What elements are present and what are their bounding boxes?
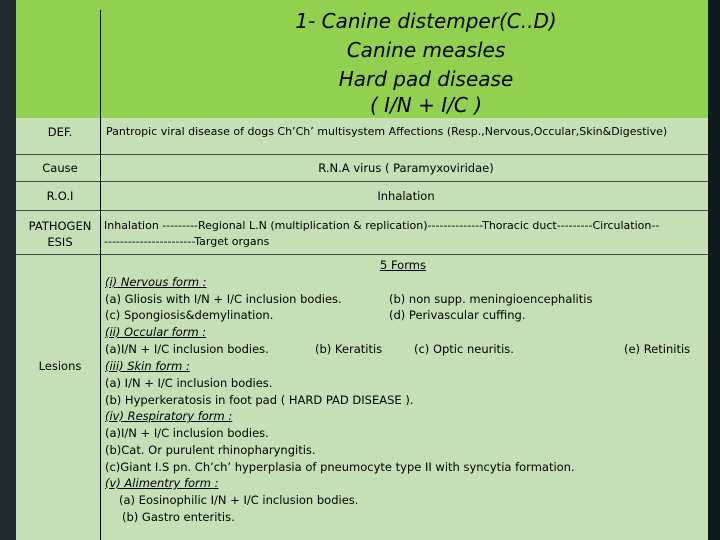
lesions-heading: 5 Forms xyxy=(380,258,426,272)
roi-label: R.O.I xyxy=(46,189,74,203)
skin-form-b: (b) Hyperkeratosis in foot pad ( HARD PAD DISEASE ). xyxy=(105,393,414,407)
alimentry-form-title: (v) Alimentry form : xyxy=(105,476,219,490)
nervous-form-d: (d) Perivascular cuffing. xyxy=(389,308,526,322)
respiratory-form-title: (iv) Respiratory form : xyxy=(105,409,233,423)
def-text: Pantropic viral disease of dogs Ch’Ch’ multisystem Affections (Resp.,Nervous,Occular,Skin&Digestive) xyxy=(106,125,668,138)
title-line-3: Hard pad disease xyxy=(338,67,514,91)
roi-text: Inhalation xyxy=(377,189,435,203)
pathogenesis-label-1: PATHOGEN xyxy=(28,219,92,233)
title-band xyxy=(16,0,708,118)
right-background-strip xyxy=(708,0,720,540)
respiratory-form-a: (a)I/N + I/C inclusion bodies. xyxy=(105,426,269,440)
nervous-form-a: (a) Gliosis with I/N + I/C inclusion bodies. xyxy=(105,292,342,306)
pathogenesis-line-1: Inhalation ---------Regional L.N (multiplication & replication)--------------Thoracic duct---------Circulation-- xyxy=(104,219,660,232)
occular-form-title: (ii) Occular form : xyxy=(105,325,207,339)
pathogenesis-label-2: ESIS xyxy=(47,235,73,249)
column-divider xyxy=(100,10,101,540)
lesions-label: Lesions xyxy=(38,359,82,373)
slide xyxy=(16,0,708,540)
respiratory-form-c: (c)Giant I.S pn. Ch’ch’ hyperplasia of pneumocyte type II with syncytia formation. xyxy=(105,460,575,474)
pathogenesis-line-2: -----------------------Target organs xyxy=(104,235,270,248)
nervous-form-title: (i) Nervous form : xyxy=(105,275,207,289)
def-label: DEF. xyxy=(47,125,73,139)
occular-form-e: (e) Retinitis xyxy=(624,342,691,356)
alimentry-form-a: (a) Eosinophilic I/N + I/C inclusion bodies. xyxy=(119,493,359,507)
occular-form-a: (a)I/N + I/C inclusion bodies. xyxy=(105,342,269,356)
nervous-form-c: (c) Spongiosis&demylination. xyxy=(105,308,274,322)
nervous-form-b: (b) non supp. meningioencephalitis xyxy=(389,292,593,306)
skin-form-title: (iii) Skin form : xyxy=(105,359,190,373)
cause-text: R.N.A virus ( Paramyxoviridae) xyxy=(318,161,494,175)
row-divider xyxy=(16,154,708,155)
title-line-4: ( I/N + I/C ) xyxy=(370,93,482,117)
left-background-strip xyxy=(0,0,16,540)
row-divider xyxy=(16,210,708,211)
occular-form-b: (b) Keratitis xyxy=(315,342,383,356)
row-divider xyxy=(16,181,708,182)
cause-label: Cause xyxy=(42,161,78,175)
alimentry-form-b: (b) Gastro enteritis. xyxy=(122,510,235,524)
row-divider xyxy=(16,254,708,255)
skin-form-a: (a) I/N + I/C inclusion bodies. xyxy=(105,376,273,390)
title-line-2: Canine measles xyxy=(346,38,506,62)
respiratory-form-b: (b)Cat. Or purulent rhinopharyngitis. xyxy=(105,443,316,457)
title-line-1: 1- Canine distemper(C..D) xyxy=(295,9,557,33)
occular-form-c: (c) Optic neuritis. xyxy=(414,342,514,356)
